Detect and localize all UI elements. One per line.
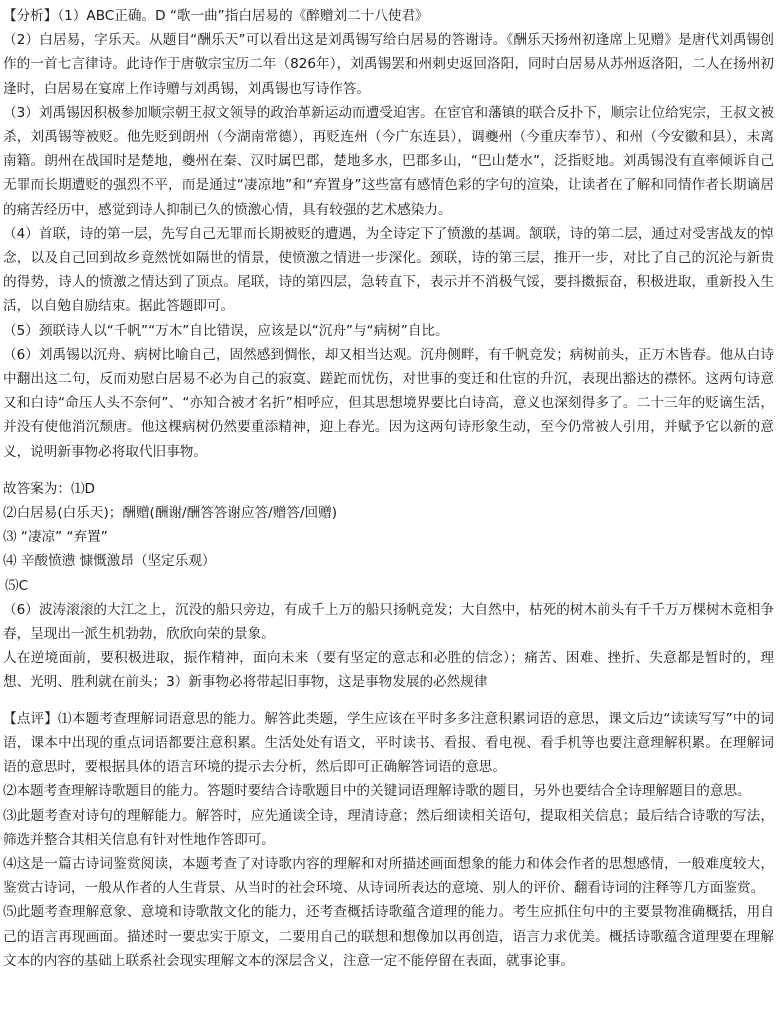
analysis-paragraph-1: 【分析】（1）ABC正确。D “歌一曲”指白居易的《醉赠刘二十八使君》 — [3, 8, 429, 24]
answer-6: （6）波涛滚滚的大江之上，沉没的船只旁边，有成千上万的船只扬帆竞发；大自然中，枯死的树木前头有千千万万棵树木竟相争春，呈现出一派生机勃勃，欣欣向荣的景象。 — [3, 601, 774, 643]
answer-3: ⑶ “凄凉” “弃置” — [3, 529, 108, 546]
analysis-paragraph-6: （6）刘禹锡以沉舟、病树比喻自己，固然感到惆怅，却又相当达观。沉舟侧畔，有千帆竞发；病树前头，正万木皆春。他从白诗中翻出这二句，反而劝慰白居易不必为自己的寂寞、蹉跎而忧伤，对世事的变迁和仕宦的升沉，表现出豁达的襟怀。这两句诗意又和白诗“命压人头不奈何”、“亦知合被才名折”相呼应，但其思想境界要比白诗高，意义也深刻得多了。二十三年的贬谪生活，并没有使他消沉颓唐。他这棵病树仍然要重添精神，迎上春光。因为这两句诗形象生动，至今仍常被人引用，并赋予它以新的意义，说明新事物必将取代旧事物。 — [3, 346, 774, 460]
spacer — [3, 695, 774, 707]
analysis-paragraph-5: （5）颈联诗人以“千帆”“万木”自比错误，应该是以“沉舟”与“病树”自比。 — [3, 322, 449, 339]
comment-4: ⑷这是一篇古诗词鉴赏阅读，本题考查了对诗歌内容的理解和对所描述画面想象的能力和体会作者的思想感情，一般难度较大，鉴赏古诗词，一般从作者的人生背景、从当时的社会环境、从诗词所表达的意境、别人的评价、翻看诗词的注释等几方面鉴赏。 — [3, 855, 774, 897]
analysis-paragraph-3: （3）刘禹锡因积极参加顺宗朝王叔文领导的政治革新运动而遭受迫害。在宦官和藩镇的联合反扑下，顺宗让位给宪宗，王叔文被杀，刘禹锡等被贬。他先贬到朗州（今湖南常德），再贬连州（今广东连县），调夔州（今重庆奉节）、和州（今安徽和县），未离南籍。朗州在战国时是楚地，夔州在秦、汉时属巴郡，楚地多水，巴郡多山，“巴山楚水”，泛指贬地。刘禹锡没有直率倾诉自己无罪而长期遭贬的强烈不平，而是通过“凄凉地”和“弃置身”这些富有感情色彩的字句的渲染，让读者在了解和同情作者长期谪居的痛苦经历中，感觉到诗人抑制已久的愤激心情，具有较强的艺术感染力。 — [3, 104, 774, 218]
comment-2: ⑵本题考查理解诗歌题目的能力。答题时要结合诗歌题目中的关键词语理解诗歌的题目，另外也要结合全诗理解题目的意思。 — [3, 783, 751, 800]
answer-4: ⑷ 辛酸愤懑 慷慨激昂（坚定乐观） — [3, 553, 216, 570]
answer-7: 人在逆境面前，要积极进取，振作精神，面向未来（要有坚定的意志和必胜的信念）；痛苦、困难、挫折、失意都是暂时的，理想、光明、胜利就在前头；3）新事物必将带起旧事物，这是事物发展的必然规律 — [3, 650, 774, 691]
analysis-paragraph-4: （4）首联，诗的第一层，先写自己无罪而长期被贬的遭遇，为全诗定下了愤激的基调。颔联，诗的第二层，通过对受害战友的悼念，以及自己回到故乡竟然恍如隔世的情景，使愤激之情进一步深化。颈联，诗的第三层，推开一步，对比了自己的沉沦与新贵的得势，诗人的愤激之情达到了顶点。尾联，诗的第四层，急转直下，表示并不消极气馁，要抖擞振奋，积极进取，重新投入生活，以自勉自励结束。据此答题即可。 — [3, 225, 774, 315]
comment-1: 【点评】⑴本题考查理解词语意思的能力。解答此类题，学生应该在平时多多注意积累词语的意思，课文后边“读读写写”中的词语，课本中出现的重点词语都要注意积累。生活处处有语文，平时读书、看报、看电视、看手机等也要注意理解积累。在理解词语的意思时，要根据具体的语言环境的提示去分析，然后即可正确解答词语的意思。 — [3, 710, 774, 776]
comment-5: ⑸此题考查理解意象、意境和诗歌散文化的能力，还考查概括诗歌蕴含道理的能力。考生应抓住句中的主要景物准确概括，用自己的语言再现画面。描述时一要忠实于原文，二要用自己的联想和想像加以再创造，语言力求优美。概括诗歌蕴含道理要在理解文本的内容的基础上联系社会现实理解文本的深层含义，注意一定不能停留在表面，就事论事。 — [3, 904, 774, 969]
spacer — [3, 464, 774, 477]
analysis-paragraph-2: （2）白居易，字乐天。从题目“酬乐天”可以看出这是刘禹锡写给白居易的答谢诗。《酬乐天扬州初逢席上见赠》是唐代刘禹锡创作的一首七言律诗。此诗作于唐敬宗宝历二年（826年），刘禹锡罢和州刺史返回洛阳，同时白居易从苏州返洛阳，二人在扬州初逢时，白居易在宴席上作诗赠与刘禹锡，刘禹锡也写诗作答。 — [3, 32, 774, 97]
answer-2: ⑵白居易(白乐天)；酬赠(酬谢/酬答答谢应答/赠答/回赠) — [3, 505, 338, 522]
answer-heading: 故答案为：⑴D — [3, 480, 96, 497]
comment-3: ⑶此题考查对诗句的理解能力。解答时，应先通读全诗，理清诗意；然后细读相关语句，提取相关信息；最后结合诗歌的写法，筛选并整合其相关信息有针对性地作答即可。 — [3, 807, 774, 848]
answer-5: ⑸C — [5, 577, 29, 594]
